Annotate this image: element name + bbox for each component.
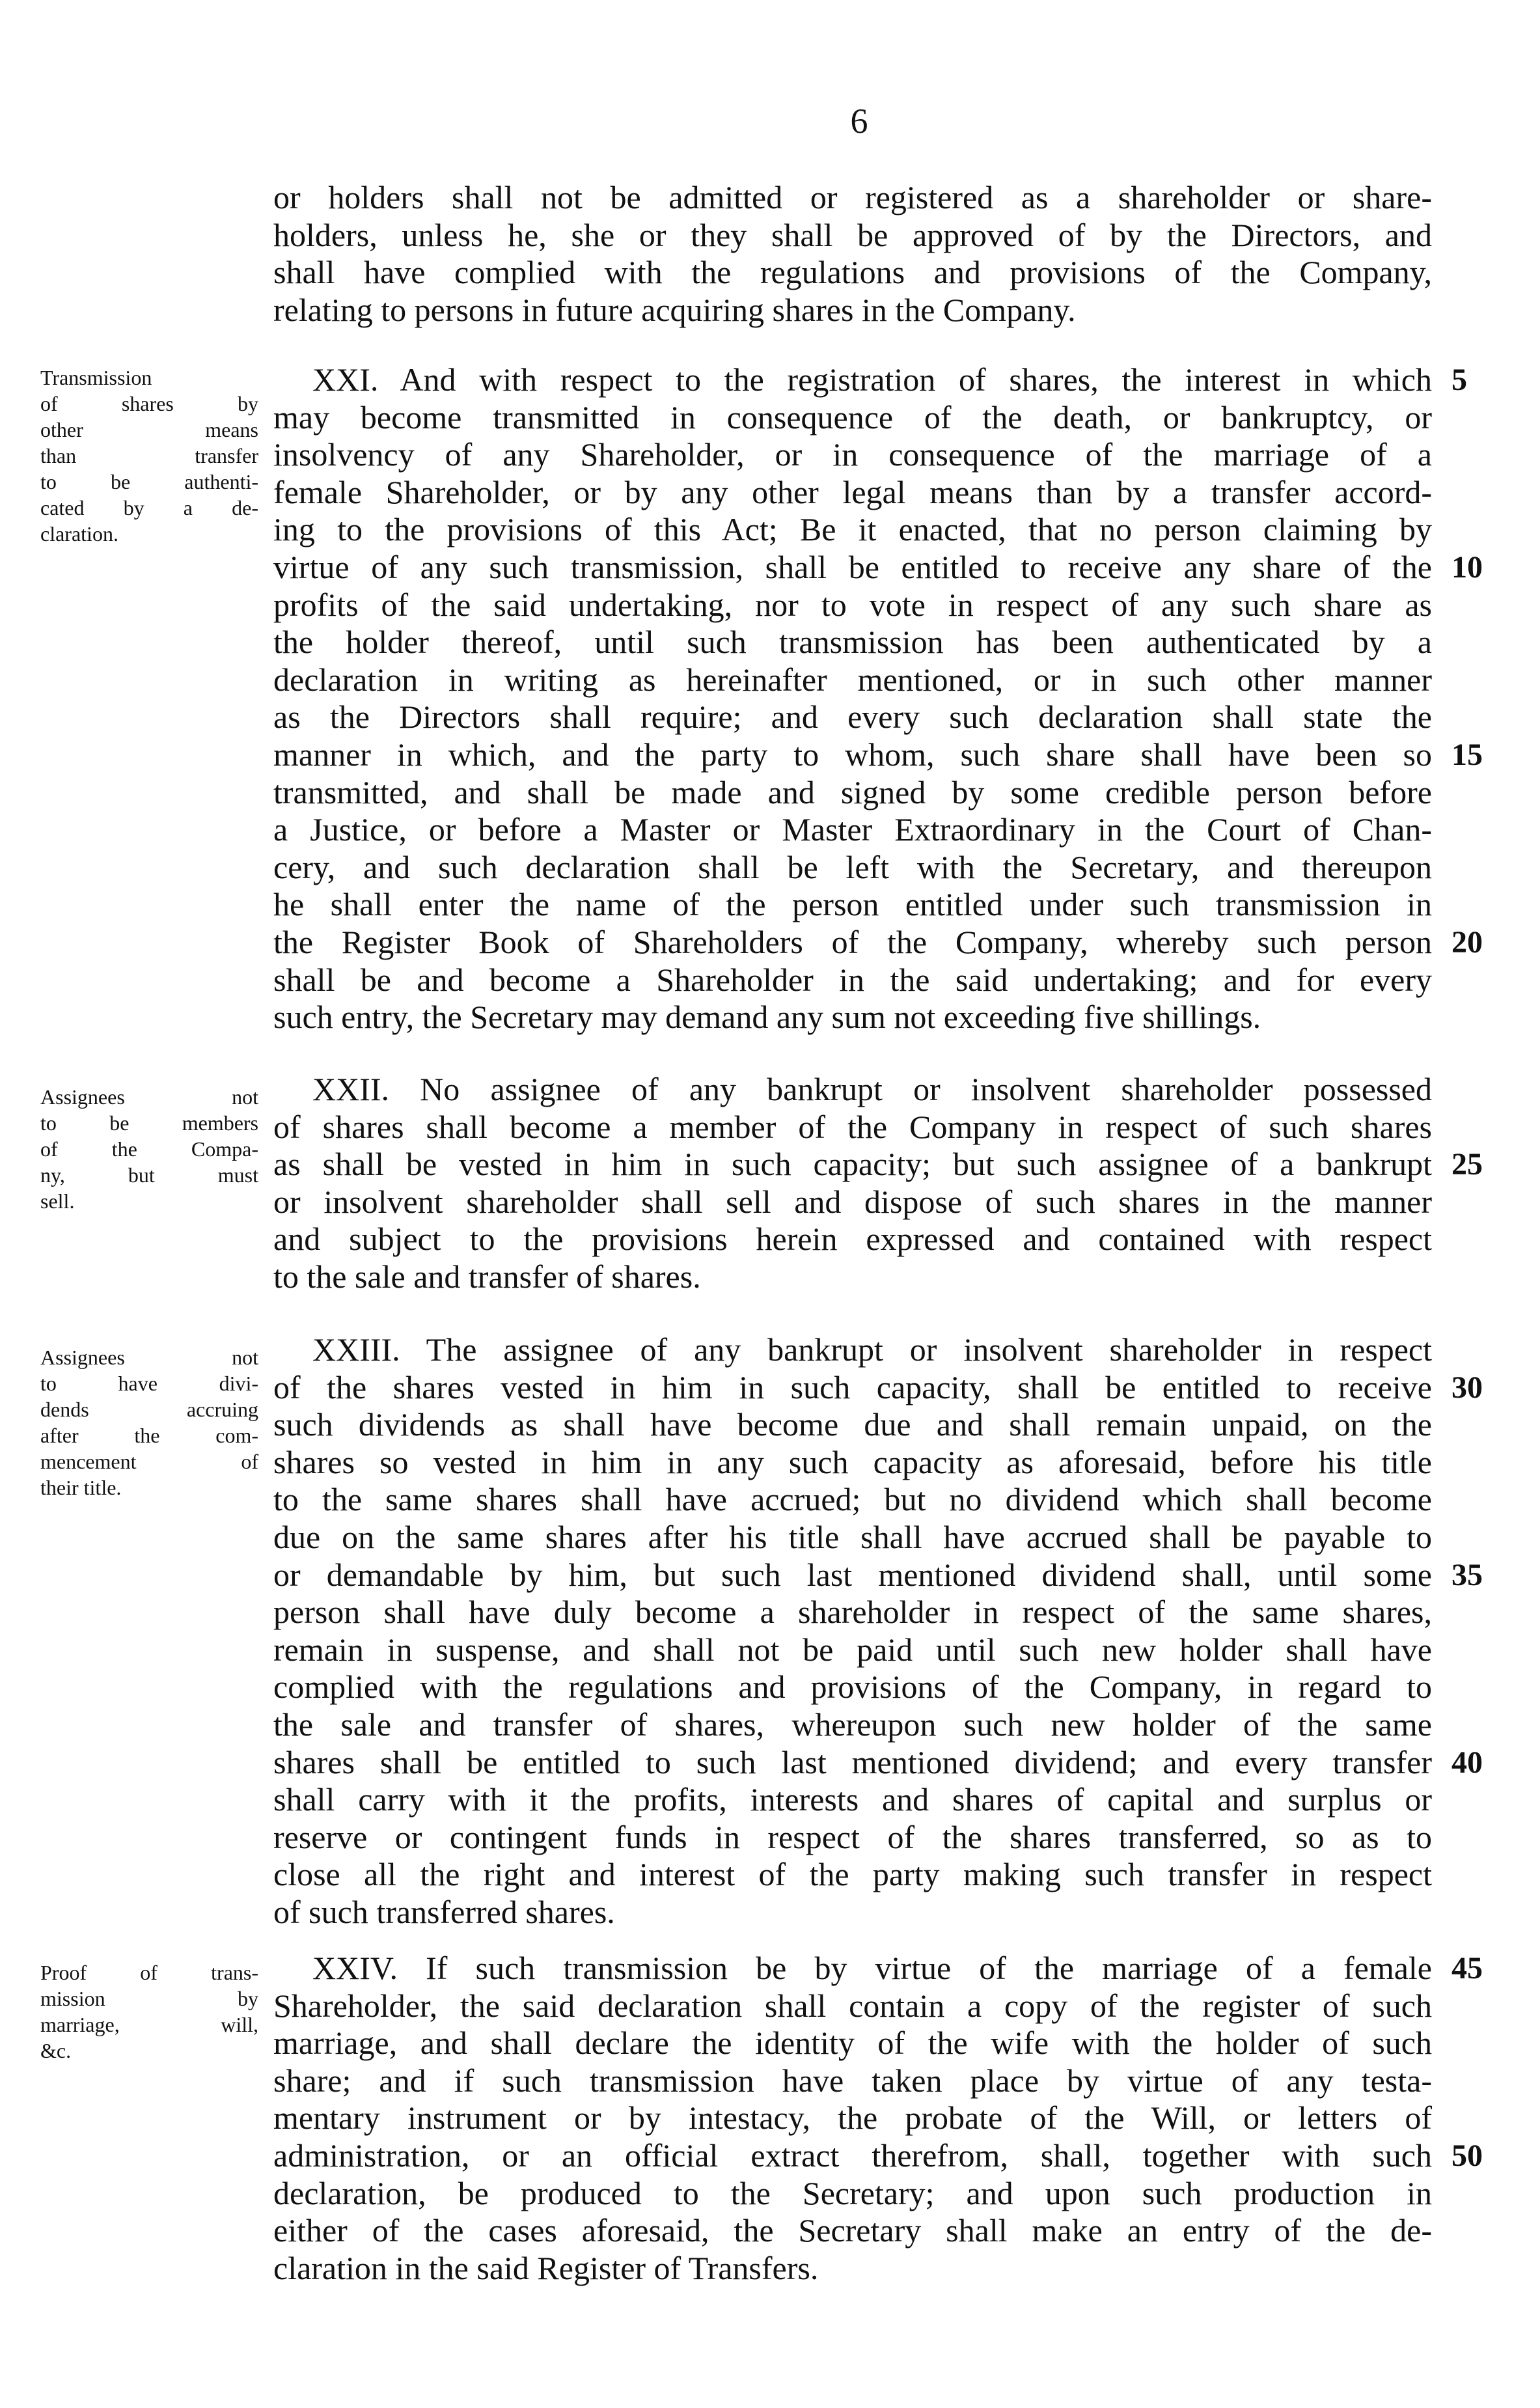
text-line: shares shall be entitled to such last mentioned dividend; and every transfer 40 <box>273 1744 1432 1782</box>
text-line: due on the same shares after his title shall have accrued shall be payable to <box>273 1518 1432 1555</box>
text-line: mentary instrument or by intestacy, the probate of the Will, or letters of <box>273 2099 1432 2137</box>
text-line: the holder thereof, until such transmission has been authenticated by a <box>273 624 1432 661</box>
section-xxi <box>273 361 1483 1036</box>
text-line: marriage, and shall declare the identity of the wife with the holder of such <box>273 2025 1432 2062</box>
text-line: the Register Book of Shareholders of the Company, whereby such person 20 <box>273 924 1432 962</box>
text-line: insolvency of any Shareholder, or in consequence of the marriage of a <box>273 436 1432 473</box>
text-line: and subject to the provisions herein expressed and contained with respect <box>273 1221 1432 1258</box>
line-number: 35 <box>1451 1557 1483 1592</box>
line-number: 30 <box>1451 1370 1483 1405</box>
text-line: shall have complied with the regulations and provisions of the Company, <box>273 254 1432 291</box>
text-line: declaration, be produced to the Secretary; and upon such production in <box>273 2174 1432 2211</box>
text-line: XXIII. The assignee of any bankrupt or insolvent shareholder in respect <box>312 1331 1432 1368</box>
margin-note-assignees-not-members: Assignees not to be members of the Compa- ny, but must sell. <box>40 1085 258 1213</box>
text-line: cery, and such declaration shall be left with the Secretary, and thereupon <box>273 848 1432 885</box>
text-line: reserve or contingent funds in respect of the shares transferred, so as to <box>273 1818 1432 1855</box>
text-line: claration in the said Register of Transfers. <box>273 2249 819 2286</box>
text-line: profits of the said undertaking, nor to vote in respect of any such share as <box>273 586 1432 623</box>
text-line: remain in suspense, and shall not be paid until such new holder shall have <box>273 1631 1432 1668</box>
text-line: virtue of any such transmission, shall be entitled to receive any share of the 10 <box>273 549 1432 587</box>
line-number: 50 <box>1451 2138 1483 2173</box>
line-number: 20 <box>1451 924 1483 960</box>
line-number: 15 <box>1451 737 1483 772</box>
text-line: close all the right and interest of the party making such transfer in respect <box>273 1856 1432 1893</box>
text-line: or holders shall not be admitted or registered as a shareholder or share- <box>273 179 1432 215</box>
text-line: Shareholder, the said declaration shall contain a copy of the register of such <box>273 1987 1432 2024</box>
text-line: administration, or an official extract therefrom, shall, together with such 50 <box>273 2137 1432 2175</box>
text-line: XXIV. If such transmission be by virtue of the marriage of a female 45 <box>273 1950 1432 1987</box>
intro-paragraph <box>273 179 1432 329</box>
text-line: of the shares vested in him in such capacity, shall be entitled to receive 30 <box>273 1369 1432 1407</box>
line-number: 40 <box>1451 1745 1483 1780</box>
text-line: shall be and become a Shareholder in the said undertaking; and for every <box>273 961 1432 998</box>
section-xxiv <box>273 1950 1483 2287</box>
line-number: 10 <box>1451 549 1483 585</box>
text-line: person shall have duly become a shareholder in respect of the same shares, <box>273 1594 1432 1631</box>
text-line: to the sale and transfer of shares. <box>273 1258 701 1295</box>
text-line: XXI. And with respect to the registration of shares, the interest in which 5 <box>273 361 1432 399</box>
text-line: may become transmitted in consequence of the death, or bankruptcy, or <box>273 398 1432 436</box>
section-xxiii <box>273 1331 1483 1931</box>
text-line: XXII. No assignee of any bankrupt or insolvent shareholder possessed <box>312 1071 1432 1107</box>
line-number: 25 <box>1451 1147 1483 1182</box>
text-line: a Justice, or before a Master or Master Extraordinary in the Court of Chan- <box>273 811 1432 848</box>
text-line: share; and if such transmission have taken place by virtue of any testa- <box>273 2062 1432 2099</box>
section-xxii <box>273 1071 1483 1296</box>
text-line: or insolvent shareholder shall sell and dispose of such shares in the manner <box>273 1183 1432 1220</box>
text-line: of such transferred shares. <box>273 1893 615 1930</box>
text-line: as shall be vested in him in such capacity; but such assignee of a bankrupt 25 <box>273 1146 1432 1183</box>
text-line: such entry, the Secretary may demand any sum not exceeding five shillings. <box>273 999 1261 1036</box>
text-line: or demandable by him, but such last mentioned dividend shall, until some 35 <box>273 1557 1432 1594</box>
text-line: manner in which, and the party to whom, such share shall have been so 15 <box>273 736 1432 774</box>
text-line: such dividends as shall have become due and shall remain unpaid, on the <box>273 1406 1432 1443</box>
text-line: declaration in writing as hereinafter mentioned, or in such other manner <box>273 661 1432 698</box>
text-line: as the Directors shall require; and every such declaration shall state the <box>273 699 1432 736</box>
text-line: complied with the regulations and provisions of the Company, in regard to <box>273 1668 1432 1706</box>
line-number: 45 <box>1451 1951 1483 1986</box>
text-line: shares so vested in him in any such capacity as aforesaid, before his title <box>273 1443 1432 1480</box>
margin-note-assignees-dividends: Assignees not to have divi- dends accruing after the com- mencement of their title. <box>40 1346 258 1499</box>
text-line: the sale and transfer of shares, whereupon such new holder of the same <box>273 1706 1432 1743</box>
text-line: shall carry with it the profits, interests and shares of capital and surplus or <box>273 1781 1432 1818</box>
margin-note-transmission: Transmission of shares by other means than transfer to be authenti- cated by a de- claration. <box>40 366 258 546</box>
text-line: transmitted, and shall be made and signed by some credible person before <box>273 773 1432 810</box>
text-line: holders, unless he, she or they shall be approved of by the Directors, and <box>273 216 1432 253</box>
text-line: either of the cases aforesaid, the Secretary shall make an entry of the de- <box>273 2212 1432 2249</box>
line-number: 5 <box>1451 363 1467 397</box>
text-line: of shares shall become a member of the Company in respect of such shares <box>273 1108 1432 1145</box>
text-line: to the same shares shall have accrued; but no dividend which shall become <box>273 1481 1432 1518</box>
text-line: he shall enter the name of the person entitled under such transmission in <box>273 886 1432 923</box>
text-line: female Shareholder, or by any other legal means than by a transfer accord- <box>273 473 1432 510</box>
margin-note-proof-of-transmission: Proof of trans- mission by marriage, will, &c. <box>40 1961 258 2062</box>
text-line: relating to persons in future acquiring shares in the Company. <box>273 291 1076 328</box>
page-number: 6 <box>850 102 868 141</box>
text-line: ing to the provisions of this Act; Be it enacted, that no person claiming by <box>273 511 1432 548</box>
